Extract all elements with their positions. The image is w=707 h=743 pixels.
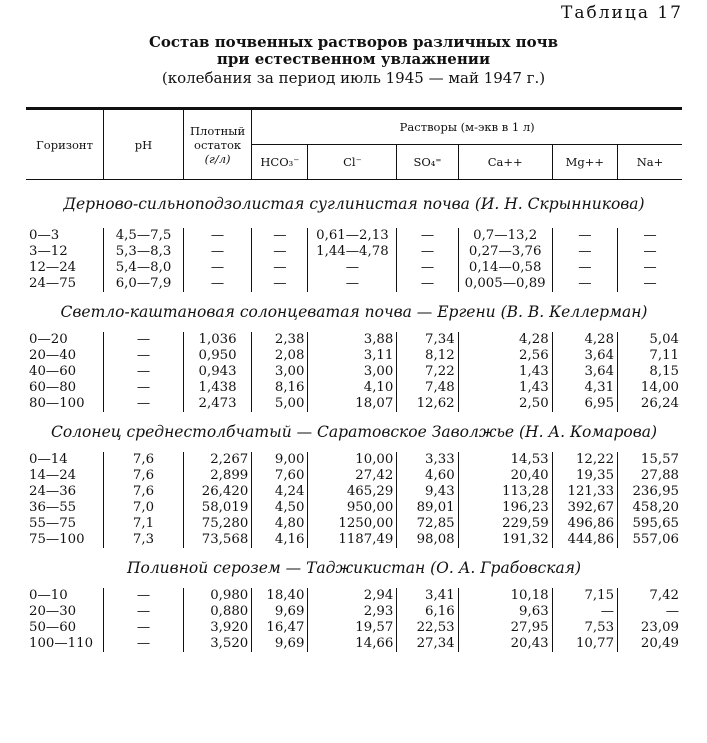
table-cell: 7,53 (552, 620, 617, 636)
table-cell: 3,88 (308, 332, 397, 348)
section-header (26, 412, 682, 452)
section-header (26, 180, 682, 229)
table-cell: 2,50 (458, 396, 552, 412)
table-cell: 36—55 (29, 500, 77, 515)
table-cell: — (183, 244, 251, 260)
table-title (0, 34, 707, 68)
table-cell: — (104, 332, 184, 348)
table-cell: 3,33 (397, 452, 458, 468)
soil-solutions-table (26, 107, 682, 652)
table-cell: — (618, 228, 682, 244)
table-cell: 20,40 (458, 468, 552, 484)
table-cell: 7,6 (104, 452, 184, 468)
table-cell: 26,24 (618, 396, 682, 412)
table-cell: 2,94 (308, 588, 397, 604)
table-cell: 5,3—8,3 (104, 244, 184, 260)
header-hco3: HCO₃⁻ (252, 145, 308, 180)
table-cell: — (618, 276, 682, 292)
table-cell: — (618, 604, 682, 620)
table-cell: 444,86 (552, 532, 617, 548)
table-cell: 14,66 (308, 636, 397, 652)
section-title: Поливной серозем — Таджикистан (О. А. Грабовская) (126, 559, 582, 577)
table-cell: 7,48 (397, 380, 458, 396)
table-cell: 7,3 (104, 532, 184, 548)
table-cell: 3—12 (29, 244, 68, 259)
table-cell: 392,67 (552, 500, 617, 516)
table-cell: 595,65 (618, 516, 682, 532)
table-cell: 4,16 (252, 532, 308, 548)
header-ph: pH (104, 109, 184, 180)
table-cell: 80—100 (29, 396, 85, 411)
table-row (26, 516, 682, 532)
table-cell: — (183, 228, 251, 244)
table-cell: 16,47 (252, 620, 308, 636)
table-cell: 89,01 (397, 500, 458, 516)
table-cell: 1,44—4,78 (308, 244, 397, 260)
table-cell: — (104, 364, 184, 380)
table-cell: 6,0—7,9 (104, 276, 184, 292)
table-cell: 10,18 (458, 588, 552, 604)
table-cell: — (618, 260, 682, 276)
table-body (26, 180, 682, 653)
table-cell: 75,280 (183, 516, 251, 532)
table-cell: 20—40 (29, 348, 77, 363)
table-cell: 121,33 (552, 484, 617, 500)
table-cell: — (183, 260, 251, 276)
table-cell: 7,15 (552, 588, 617, 604)
table-cell: — (183, 276, 251, 292)
table-row (26, 380, 682, 396)
table-cell: 7,11 (618, 348, 682, 364)
table-cell: 4,80 (252, 516, 308, 532)
table-cell: 9,69 (252, 604, 308, 620)
table-cell: 1187,49 (308, 532, 397, 548)
table-cell: 3,00 (252, 364, 308, 380)
title-line-1: Состав почвенных растворов различных почв (148, 33, 559, 51)
table-cell: — (104, 396, 184, 412)
section-title: Солонец среднестолбчатый — Саратовское Заволжье (Н. А. Комарова) (50, 423, 658, 441)
table-cell: — (618, 244, 682, 260)
table-cell: 20,43 (458, 636, 552, 652)
table-cell: 12—24 (29, 260, 77, 275)
table-cell: 113,28 (458, 484, 552, 500)
table-cell: — (104, 588, 184, 604)
table-cell: — (104, 604, 184, 620)
header-residue (183, 109, 251, 180)
table-cell: — (308, 276, 397, 292)
table-cell: 2,267 (183, 452, 251, 468)
table-cell: 4,24 (252, 484, 308, 500)
table-cell: 0—14 (29, 452, 68, 467)
table-row (26, 532, 682, 548)
table-cell: 4,31 (552, 380, 617, 396)
table-row (26, 244, 682, 260)
table-cell: 18,40 (252, 588, 308, 604)
table-cell: — (104, 620, 184, 636)
table-cell: 3,64 (552, 364, 617, 380)
table-cell: 20,49 (618, 636, 682, 652)
table-cell: 4,60 (397, 468, 458, 484)
table-row (26, 332, 682, 348)
table-cell: 4,28 (552, 332, 617, 348)
table-cell: 75—100 (29, 532, 85, 547)
table-cell: 9,69 (252, 636, 308, 652)
table-cell: 196,23 (458, 500, 552, 516)
table-cell: 100—110 (29, 636, 94, 651)
table-cell: 7,1 (104, 516, 184, 532)
table-cell: 557,06 (618, 532, 682, 548)
table-cell: 19,35 (552, 468, 617, 484)
table-cell: 1250,00 (308, 516, 397, 532)
table-cell: 22,53 (397, 620, 458, 636)
table-subtitle: (колебания за период июль 1945 — май 1947 г.) (161, 69, 546, 87)
table-cell: 55—75 (29, 516, 77, 531)
table-cell: 19,57 (308, 620, 397, 636)
table-cell: 8,12 (397, 348, 458, 364)
table-cell: 58,019 (183, 500, 251, 516)
table-cell: — (397, 260, 458, 276)
table-cell: 6,95 (552, 396, 617, 412)
header-horizon: Горизонт (26, 109, 104, 180)
table-cell: — (397, 228, 458, 244)
table-cell: 3,00 (308, 364, 397, 380)
table-cell: 0,005—0,89 (458, 276, 552, 292)
table-cell: — (104, 380, 184, 396)
table-cell: 5,00 (252, 396, 308, 412)
table-cell: 3,41 (397, 588, 458, 604)
table-cell: — (552, 260, 617, 276)
table-cell: 3,11 (308, 348, 397, 364)
table-cell: — (552, 244, 617, 260)
table-cell: 229,59 (458, 516, 552, 532)
title-line-2: при естественном увлажнении (216, 50, 491, 68)
table-cell: 7,0 (104, 500, 184, 516)
table-cell: 14—24 (29, 468, 77, 483)
table-cell: 10,77 (552, 636, 617, 652)
table-cell: 40—60 (29, 364, 77, 379)
table-cell: 0,61—2,13 (308, 228, 397, 244)
table-cell: — (552, 228, 617, 244)
table-cell: 0,14—0,58 (458, 260, 552, 276)
table-cell: 5,4—8,0 (104, 260, 184, 276)
table-cell: 236,95 (618, 484, 682, 500)
table-cell: 50—60 (29, 620, 77, 635)
table-cell: — (104, 348, 184, 364)
section-header (26, 548, 682, 588)
table-cell: 496,86 (552, 516, 617, 532)
table-cell: 12,22 (552, 452, 617, 468)
table-cell: 7,6 (104, 484, 184, 500)
table-number: Таблица 17 (561, 3, 683, 23)
table-cell: 0,950 (183, 348, 251, 364)
table-cell: 7,42 (618, 588, 682, 604)
table-cell: 27,42 (308, 468, 397, 484)
section-title: Дерново-сильноподзолистая суглинистая почва (И. Н. Скрынникова) (63, 195, 645, 213)
table-cell: — (252, 228, 308, 244)
table-cell: 2,899 (183, 468, 251, 484)
table-cell: — (397, 276, 458, 292)
table-cell: — (252, 260, 308, 276)
header-residue-line2: остаток (194, 137, 242, 152)
table-cell: 60—80 (29, 380, 77, 395)
table-row (26, 500, 682, 516)
table-cell: 0,943 (183, 364, 251, 380)
table-row (26, 364, 682, 380)
table-row (26, 620, 682, 636)
table-cell: 4,10 (308, 380, 397, 396)
table-row (26, 484, 682, 500)
header-cl: Cl⁻ (308, 145, 397, 180)
table-cell: 18,07 (308, 396, 397, 412)
table-cell: 7,22 (397, 364, 458, 380)
table-cell: 0—20 (29, 332, 68, 347)
table-cell: 27,34 (397, 636, 458, 652)
table-cell: 2,08 (252, 348, 308, 364)
header-so4: SO₄⁼ (397, 145, 458, 180)
table-cell: 4,28 (458, 332, 552, 348)
table-cell: 1,43 (458, 364, 552, 380)
table-cell: 20—30 (29, 604, 77, 619)
header-residue-unit: (г/л) (204, 151, 231, 166)
table-cell: 1,43 (458, 380, 552, 396)
table-cell: 8,16 (252, 380, 308, 396)
table-cell: 14,00 (618, 380, 682, 396)
table-cell: — (552, 276, 617, 292)
table-cell: — (552, 604, 617, 620)
table-cell: 7,60 (252, 468, 308, 484)
table-cell: 98,08 (397, 532, 458, 548)
header-mg: Mg++ (552, 145, 617, 180)
table-cell: 15,57 (618, 452, 682, 468)
table-cell: 4,50 (252, 500, 308, 516)
table-cell: 73,568 (183, 532, 251, 548)
table-row (26, 260, 682, 276)
table-cell: 2,473 (183, 396, 251, 412)
table-cell: 72,85 (397, 516, 458, 532)
table-cell: 24—75 (29, 276, 77, 291)
table-cell: 0,880 (183, 604, 251, 620)
table-cell: 191,32 (458, 532, 552, 548)
table-cell: 9,43 (397, 484, 458, 500)
table-cell: 10,00 (308, 452, 397, 468)
header-na: Na+ (618, 145, 682, 180)
table-row (26, 276, 682, 292)
section-title: Светло-каштановая солонцеватая почва — Ергени (В. В. Келлерман) (60, 303, 648, 321)
table-cell: 1,036 (183, 332, 251, 348)
table-cell: 9,00 (252, 452, 308, 468)
table-cell: 5,04 (618, 332, 682, 348)
table-row (26, 396, 682, 412)
table-cell: 26,420 (183, 484, 251, 500)
header-ca: Ca++ (458, 145, 552, 180)
table-cell: 0—3 (29, 228, 60, 243)
table-cell: — (397, 244, 458, 260)
table-row (26, 468, 682, 484)
table-cell: 6,16 (397, 604, 458, 620)
table-cell: 3,920 (183, 620, 251, 636)
table-cell: 3,64 (552, 348, 617, 364)
table-cell: 12,62 (397, 396, 458, 412)
table-cell: 7,6 (104, 468, 184, 484)
table-cell: 8,15 (618, 364, 682, 380)
table-cell: 14,53 (458, 452, 552, 468)
table-row (26, 348, 682, 364)
table-row (26, 228, 682, 244)
table-cell: — (104, 636, 184, 652)
header-solutions: Растворы (м-экв в 1 л) (252, 109, 682, 145)
table-cell: 2,56 (458, 348, 552, 364)
table-cell: 458,20 (618, 500, 682, 516)
table-cell: — (308, 260, 397, 276)
table-cell: 2,93 (308, 604, 397, 620)
header-residue-line1: Плотный (190, 123, 246, 138)
table-cell: 4,5—7,5 (104, 228, 184, 244)
table-cell: 950,00 (308, 500, 397, 516)
table-cell: 2,38 (252, 332, 308, 348)
table-cell: 465,29 (308, 484, 397, 500)
table-row (26, 636, 682, 652)
table-cell: 0,7—13,2 (458, 228, 552, 244)
table-cell: — (252, 276, 308, 292)
table-cell: 0,27—3,76 (458, 244, 552, 260)
table-row (26, 604, 682, 620)
table-cell: 7,34 (397, 332, 458, 348)
table-cell: 23,09 (618, 620, 682, 636)
section-header (26, 292, 682, 332)
table-cell: 9,63 (458, 604, 552, 620)
table-cell: 27,95 (458, 620, 552, 636)
table-cell: — (252, 244, 308, 260)
table-cell: 0,980 (183, 588, 251, 604)
table-row (26, 452, 682, 468)
table-cell: 1,438 (183, 380, 251, 396)
table-cell: 3,520 (183, 636, 251, 652)
table-cell: 27,88 (618, 468, 682, 484)
table-row (26, 588, 682, 604)
table-cell: 0—10 (29, 588, 68, 603)
table-cell: 24—36 (29, 484, 77, 499)
